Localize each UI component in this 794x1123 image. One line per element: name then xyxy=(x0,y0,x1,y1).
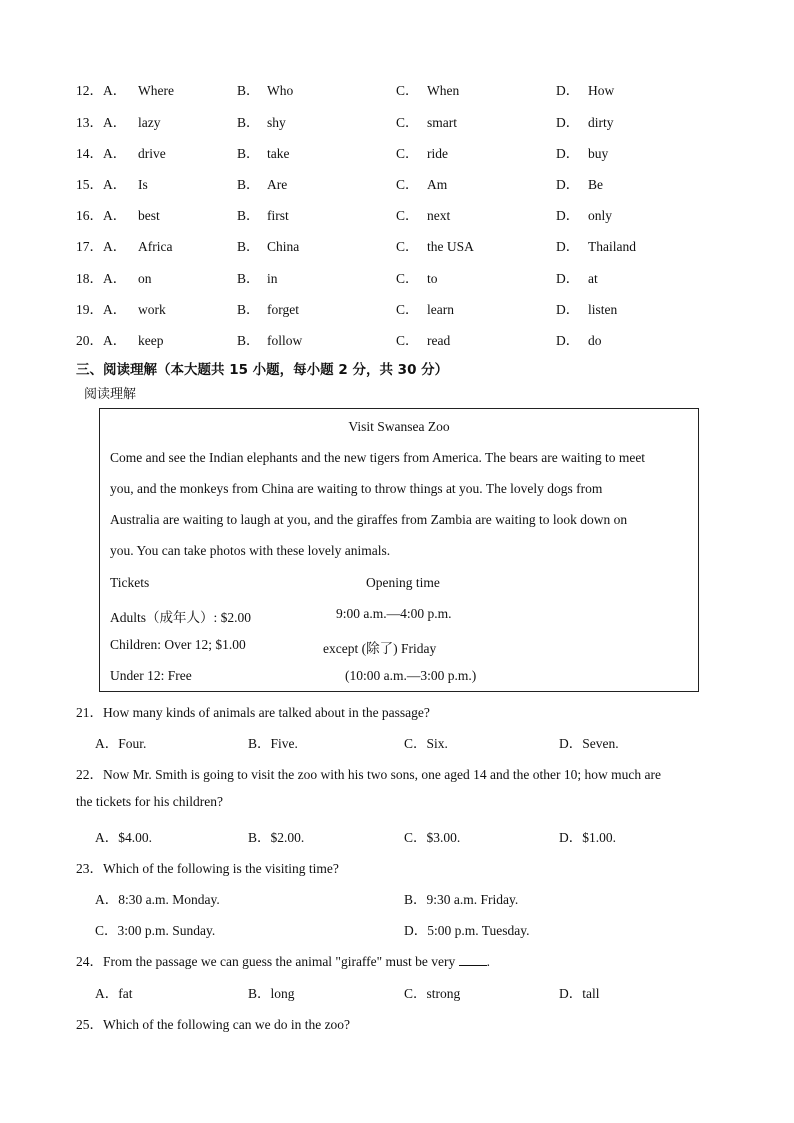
cloze-option-b[interactable]: take xyxy=(267,146,290,161)
q23-option-a[interactable]: A．8:30 a.m. Monday. xyxy=(95,892,220,907)
cloze-option-d[interactable]: dirty xyxy=(588,115,614,130)
cloze-option-a[interactable]: Where xyxy=(138,83,174,98)
cloze-number: 18．A． xyxy=(76,271,127,286)
cloze-option-c[interactable]: next xyxy=(427,208,451,223)
cloze-option-b[interactable]: forget xyxy=(267,302,299,317)
passage-line: you, and the monkeys from China are waiting to throw things at you. The lovely dogs from xyxy=(110,481,603,496)
cloze-label-d: D． xyxy=(556,146,580,161)
cloze-row xyxy=(0,300,794,320)
answer-blank xyxy=(459,953,487,966)
q23-option-b[interactable]: B．9:30 a.m. Friday. xyxy=(404,892,519,907)
cloze-number: 13．A． xyxy=(76,115,127,130)
question-21: 21．How many kinds of animals are talked about in the passage? xyxy=(76,705,430,720)
opening-label: Opening time xyxy=(366,575,440,590)
cloze-label-c: C． xyxy=(396,239,419,254)
cloze-label-b: B． xyxy=(237,302,260,317)
under12-time: (10:00 a.m.—3:00 p.m.) xyxy=(345,668,477,683)
cloze-label-d: D． xyxy=(556,271,580,286)
cloze-option-a[interactable]: best xyxy=(138,208,160,223)
q21-option-b[interactable]: B．Five. xyxy=(248,736,298,751)
cloze-option-a[interactable]: drive xyxy=(138,146,166,161)
cloze-option-d[interactable]: Thailand xyxy=(588,239,636,254)
cloze-number: 16．A． xyxy=(76,208,127,223)
cloze-label-c: C． xyxy=(396,177,419,192)
q23-option-d[interactable]: D．5:00 p.m. Tuesday. xyxy=(404,923,530,938)
cloze-option-c[interactable]: the USA xyxy=(427,239,474,254)
cloze-label-d: D． xyxy=(556,177,580,192)
children-price: Children: Over 12; $1.00 xyxy=(110,637,246,652)
cloze-row xyxy=(0,81,794,101)
q24-option-a[interactable]: A．fat xyxy=(95,986,133,1001)
q24-option-c[interactable]: C．strong xyxy=(404,986,461,1001)
passage-line: Australia are waiting to laugh at you, and the giraffes from Zambia are waiting to look down on xyxy=(110,512,628,527)
cloze-label-b: B． xyxy=(237,177,260,192)
cloze-option-a[interactable]: Africa xyxy=(138,239,173,254)
cloze-label-b: B． xyxy=(237,146,260,161)
q24-option-d[interactable]: D．tall xyxy=(559,986,600,1001)
cloze-option-a[interactable]: on xyxy=(138,271,152,286)
question-22: 22．Now Mr. Smith is going to visit the zoo with his two sons, one aged 14 and the other 10; how much are xyxy=(76,767,661,782)
section-subtitle: 阅读理解 xyxy=(84,387,137,402)
question-24-end: . xyxy=(486,954,491,969)
q24-option-b[interactable]: B．long xyxy=(248,986,295,1001)
section-title: 三、阅读理解（本大题共 15 小题，每小题 2 分，共 30 分） xyxy=(76,362,449,378)
cloze-label-b: B． xyxy=(237,333,260,348)
cloze-label-d: D． xyxy=(556,83,580,98)
cloze-row xyxy=(0,206,794,226)
q21-option-d[interactable]: D．Seven. xyxy=(559,736,619,751)
cloze-row xyxy=(0,237,794,257)
adults-price: Adults（成年人）: $2.00 xyxy=(110,610,252,625)
cloze-label-b: B． xyxy=(237,239,260,254)
cloze-option-c[interactable]: read xyxy=(427,333,451,348)
cloze-option-a[interactable]: keep xyxy=(138,333,164,348)
q21-option-a[interactable]: A．Four. xyxy=(95,736,147,751)
cloze-option-b[interactable]: Who xyxy=(267,83,294,98)
cloze-label-d: D． xyxy=(556,115,580,130)
cloze-option-c[interactable]: learn xyxy=(427,302,454,317)
cloze-row xyxy=(0,331,794,351)
cloze-option-b[interactable]: shy xyxy=(267,115,286,130)
tickets-label: Tickets xyxy=(110,575,150,590)
cloze-option-c[interactable]: ride xyxy=(427,146,448,161)
question-25: 25．Which of the following can we do in the zoo? xyxy=(76,1017,351,1032)
cloze-label-d: D． xyxy=(556,302,580,317)
q21-option-c[interactable]: C．Six. xyxy=(404,736,448,751)
cloze-option-a[interactable]: lazy xyxy=(138,115,161,130)
cloze-label-b: B． xyxy=(237,115,260,130)
cloze-option-b[interactable]: in xyxy=(267,271,278,286)
cloze-option-d[interactable]: How xyxy=(588,83,615,98)
passage-title: Visit Swansea Zoo xyxy=(348,419,450,434)
cloze-number: 17．A． xyxy=(76,239,127,254)
cloze-label-c: C． xyxy=(396,302,419,317)
cloze-option-d[interactable]: at xyxy=(588,271,598,286)
cloze-option-d[interactable]: do xyxy=(588,333,602,348)
cloze-label-d: D． xyxy=(556,208,580,223)
cloze-option-a[interactable]: Is xyxy=(138,177,148,192)
q22-option-c[interactable]: C．$3.00. xyxy=(404,830,461,845)
cloze-option-b[interactable]: Are xyxy=(267,177,288,192)
passage-line: you. You can take photos with these lovely animals. xyxy=(110,543,391,558)
cloze-label-d: D． xyxy=(556,239,580,254)
cloze-number: 14．A． xyxy=(76,146,127,161)
cloze-option-b[interactable]: first xyxy=(267,208,289,223)
passage-line: Come and see the Indian elephants and the new tigers from America. The bears are waiting to meet xyxy=(110,450,646,465)
adults-time: 9:00 a.m.—4:00 p.m. xyxy=(336,606,452,621)
cloze-label-b: B． xyxy=(237,208,260,223)
cloze-option-d[interactable]: listen xyxy=(588,302,618,317)
cloze-option-d[interactable]: buy xyxy=(588,146,609,161)
cloze-label-b: B． xyxy=(237,83,260,98)
cloze-option-a[interactable]: work xyxy=(138,302,166,317)
question-22-cont: the tickets for his children? xyxy=(76,794,223,809)
cloze-label-c: C． xyxy=(396,333,419,348)
cloze-option-c[interactable]: smart xyxy=(427,115,457,130)
question-24-text: 24．From the passage we can guess the animal "giraffe" must be very xyxy=(76,954,456,969)
cloze-label-c: C． xyxy=(396,83,419,98)
passage-box xyxy=(99,408,699,692)
question-24 xyxy=(76,950,490,970)
cloze-label-b: B． xyxy=(237,271,260,286)
q22-option-d[interactable]: D．$1.00. xyxy=(559,830,616,845)
cloze-option-c[interactable]: When xyxy=(427,83,460,98)
cloze-label-c: C． xyxy=(396,208,419,223)
q23-option-c[interactable]: C．3:00 p.m. Sunday. xyxy=(95,923,216,938)
question-23: 23．Which of the following is the visiting time? xyxy=(76,861,339,876)
cloze-row xyxy=(0,269,794,289)
cloze-option-d[interactable]: only xyxy=(588,208,613,223)
cloze-option-b[interactable]: China xyxy=(267,239,300,254)
cloze-option-c[interactable]: Am xyxy=(427,177,448,192)
cloze-label-d: D． xyxy=(556,333,580,348)
q22-option-b[interactable]: B．$2.00. xyxy=(248,830,305,845)
q22-option-a[interactable]: A．$4.00. xyxy=(95,830,152,845)
cloze-number: 19．A． xyxy=(76,302,127,317)
cloze-option-c[interactable]: to xyxy=(427,271,438,286)
under12-price: Under 12: Free xyxy=(110,668,192,683)
cloze-option-b[interactable]: follow xyxy=(267,333,303,348)
cloze-label-c: C． xyxy=(396,271,419,286)
cloze-label-c: C． xyxy=(396,115,419,130)
cloze-number: 12．A． xyxy=(76,83,127,98)
cloze-row xyxy=(0,144,794,164)
cloze-number: 15．A． xyxy=(76,177,127,192)
cloze-label-c: C． xyxy=(396,146,419,161)
cloze-option-d[interactable]: Be xyxy=(588,177,603,192)
cloze-number: 20．A． xyxy=(76,333,127,348)
cloze-row xyxy=(0,175,794,195)
cloze-row xyxy=(0,113,794,133)
children-time: except (除了) Friday xyxy=(323,641,437,656)
